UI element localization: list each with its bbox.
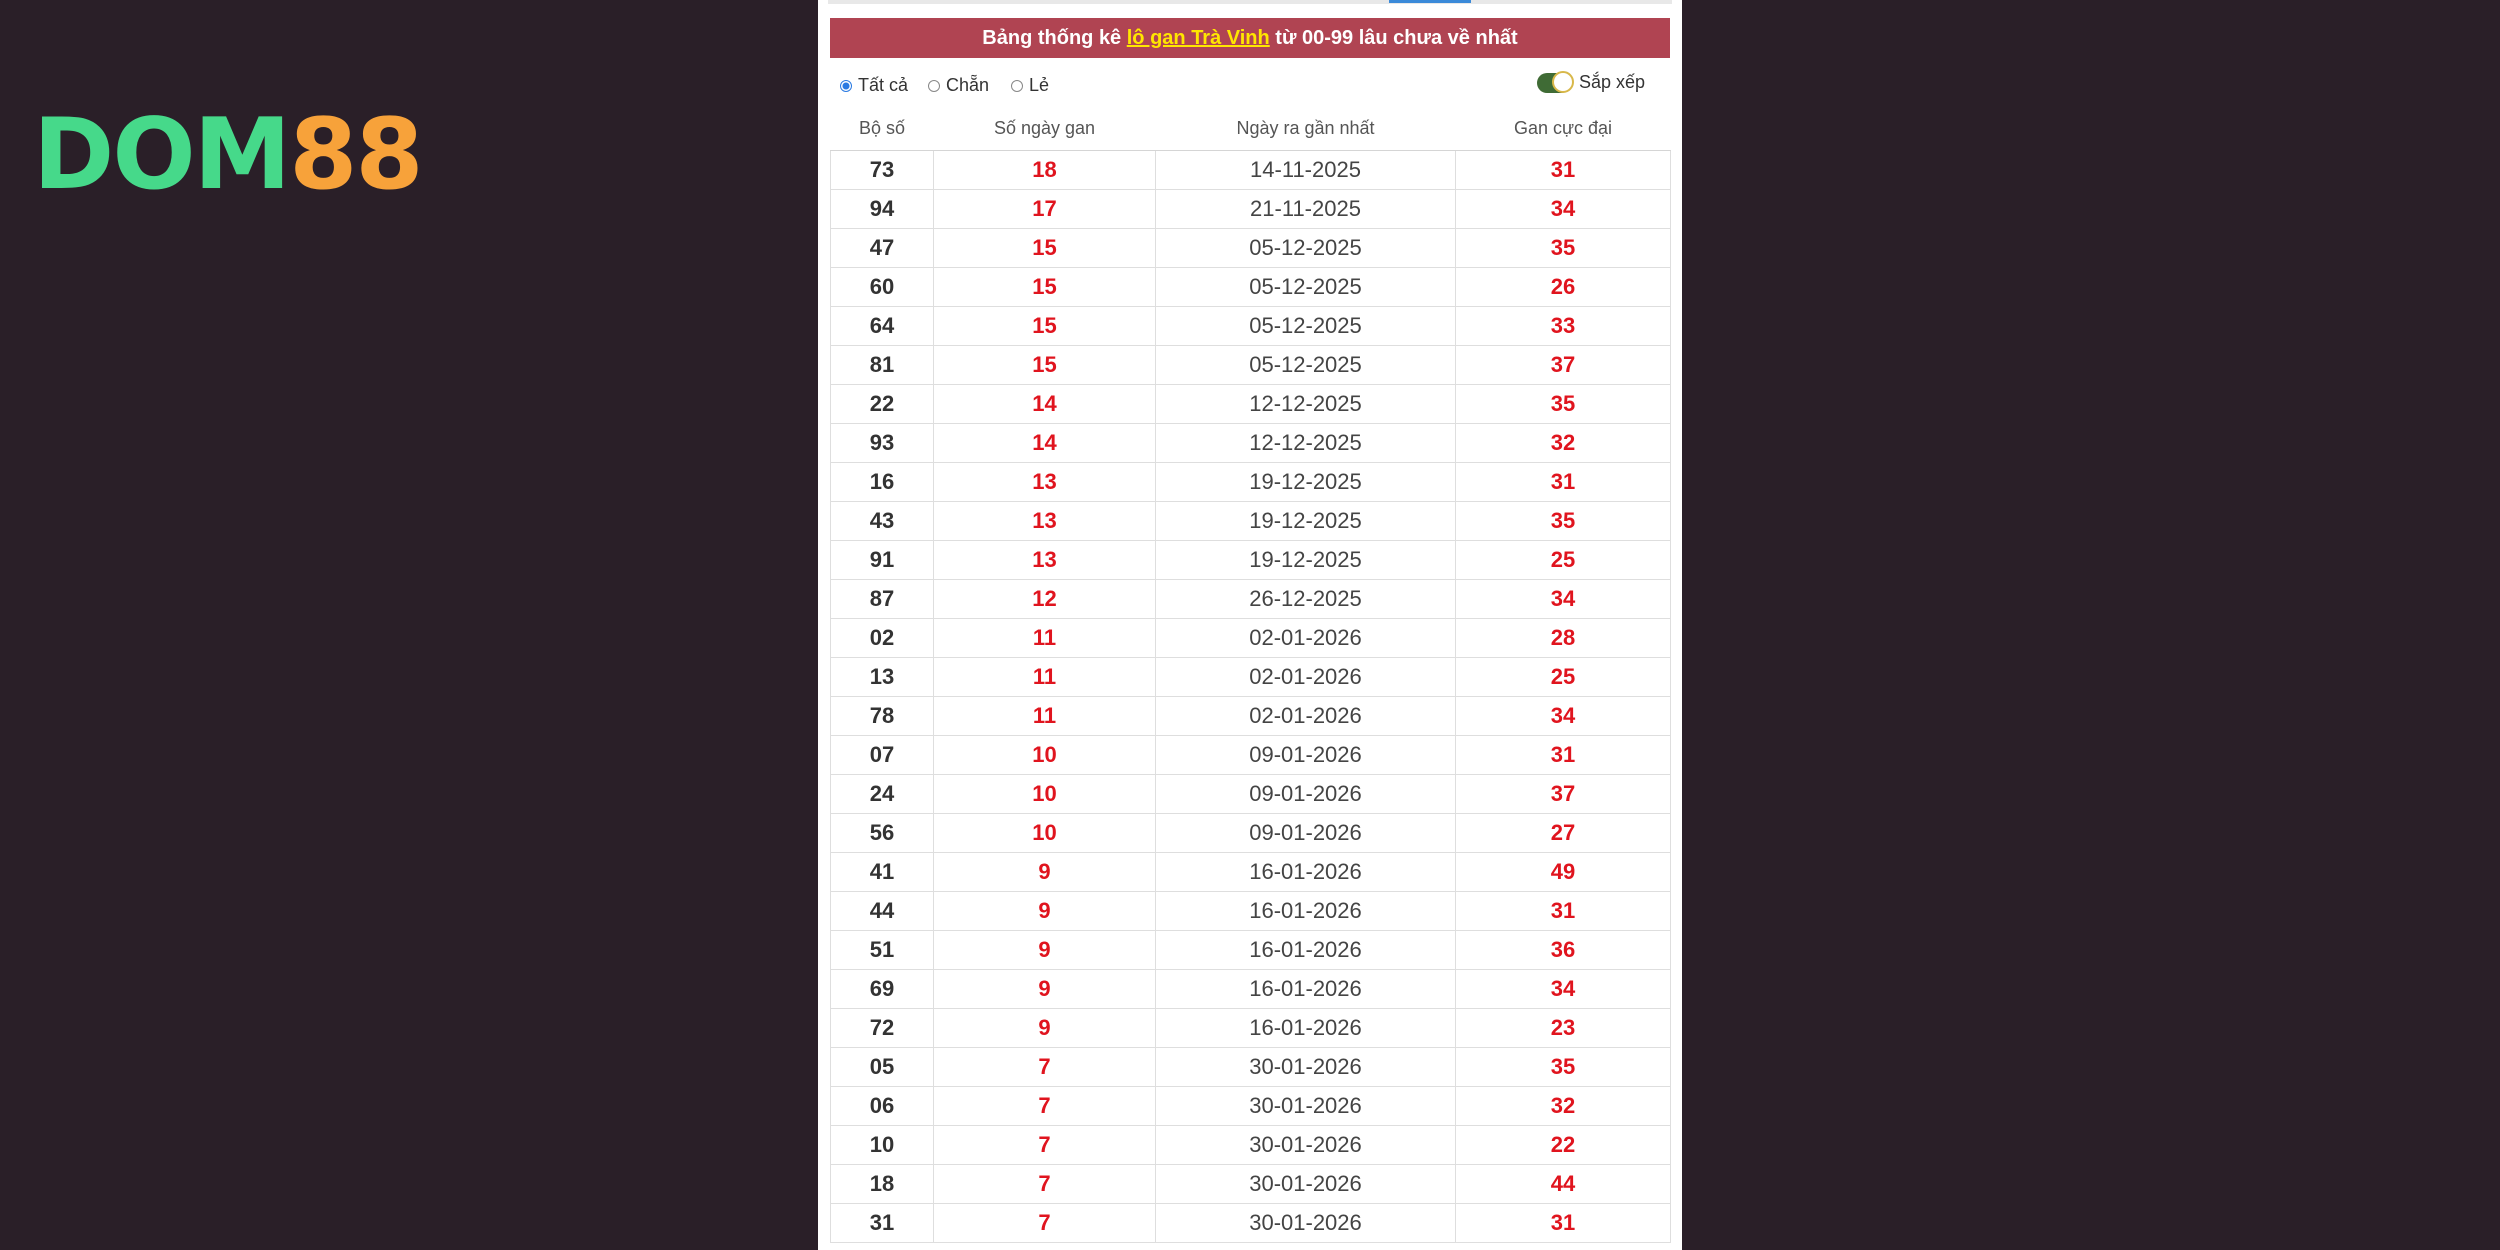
row-max-gan-cell: 27 bbox=[1456, 814, 1671, 853]
row-gan-days-cell: 9 bbox=[934, 1009, 1156, 1048]
row-max-gan-cell: 35 bbox=[1456, 1048, 1671, 1087]
row-max-gan-cell: 26 bbox=[1456, 268, 1671, 307]
table-row bbox=[831, 853, 1671, 892]
row-last-date-cell: 19-12-2025 bbox=[1156, 541, 1456, 580]
table-row bbox=[831, 463, 1671, 502]
row-last-date-cell: 16-01-2026 bbox=[1156, 931, 1456, 970]
row-last-date-cell: 30-01-2026 bbox=[1156, 1165, 1456, 1204]
table-header-row bbox=[831, 107, 1671, 151]
row-last-date-cell: 05-12-2025 bbox=[1156, 346, 1456, 385]
table-row bbox=[831, 1048, 1671, 1087]
row-gan-days-cell: 10 bbox=[934, 736, 1156, 775]
row-number-cell: 13 bbox=[831, 658, 934, 697]
row-gan-days-cell: 13 bbox=[934, 502, 1156, 541]
row-last-date-cell: 21-11-2025 bbox=[1156, 190, 1456, 229]
row-max-gan-cell: 35 bbox=[1456, 385, 1671, 424]
table-row bbox=[831, 346, 1671, 385]
row-gan-days-cell: 12 bbox=[934, 580, 1156, 619]
row-max-gan-cell: 35 bbox=[1456, 502, 1671, 541]
table-row bbox=[831, 814, 1671, 853]
row-last-date-cell: 12-12-2025 bbox=[1156, 424, 1456, 463]
table-row bbox=[831, 1009, 1671, 1048]
filter-odd-radio[interactable] bbox=[1011, 75, 1049, 96]
row-max-gan-cell: 25 bbox=[1456, 658, 1671, 697]
table-row bbox=[831, 1204, 1671, 1243]
row-number-cell: 51 bbox=[831, 931, 934, 970]
row-gan-days-cell: 15 bbox=[934, 268, 1156, 307]
row-max-gan-cell: 22 bbox=[1456, 1126, 1671, 1165]
row-number-cell: 02 bbox=[831, 619, 934, 658]
row-last-date-cell: 02-01-2026 bbox=[1156, 619, 1456, 658]
row-last-date-cell: 05-12-2025 bbox=[1156, 229, 1456, 268]
title-prefix: Bảng thống kê bbox=[982, 27, 1127, 49]
row-gan-days-cell: 14 bbox=[934, 424, 1156, 463]
row-max-gan-cell: 32 bbox=[1456, 1087, 1671, 1126]
row-number-cell: 69 bbox=[831, 970, 934, 1009]
row-number-cell: 60 bbox=[831, 268, 934, 307]
row-number-cell: 10 bbox=[831, 1126, 934, 1165]
row-last-date-cell: 12-12-2025 bbox=[1156, 385, 1456, 424]
table-row bbox=[831, 580, 1671, 619]
row-number-cell: 06 bbox=[831, 1087, 934, 1126]
row-last-date-cell: 16-01-2026 bbox=[1156, 853, 1456, 892]
tab-strip bbox=[828, 0, 1672, 4]
row-number-cell: 72 bbox=[831, 1009, 934, 1048]
row-gan-days-cell: 11 bbox=[934, 658, 1156, 697]
table-row bbox=[831, 307, 1671, 346]
filter-all-radio[interactable] bbox=[840, 75, 908, 96]
row-last-date-cell: 09-01-2026 bbox=[1156, 775, 1456, 814]
table-row bbox=[831, 736, 1671, 775]
row-last-date-cell: 30-01-2026 bbox=[1156, 1087, 1456, 1126]
row-max-gan-cell: 31 bbox=[1456, 151, 1671, 190]
row-gan-days-cell: 15 bbox=[934, 229, 1156, 268]
row-last-date-cell: 16-01-2026 bbox=[1156, 970, 1456, 1009]
row-max-gan-cell: 31 bbox=[1456, 736, 1671, 775]
row-number-cell: 18 bbox=[831, 1165, 934, 1204]
row-gan-days-cell: 17 bbox=[934, 190, 1156, 229]
row-number-cell: 44 bbox=[831, 892, 934, 931]
row-last-date-cell: 16-01-2026 bbox=[1156, 1009, 1456, 1048]
toggle-switch-icon[interactable] bbox=[1537, 73, 1571, 93]
table-row bbox=[831, 385, 1671, 424]
row-last-date-cell: 02-01-2026 bbox=[1156, 658, 1456, 697]
row-gan-days-cell: 9 bbox=[934, 931, 1156, 970]
row-last-date-cell: 30-01-2026 bbox=[1156, 1126, 1456, 1165]
table-row bbox=[831, 541, 1671, 580]
row-gan-days-cell: 11 bbox=[934, 697, 1156, 736]
table-row bbox=[831, 229, 1671, 268]
row-last-date-cell: 19-12-2025 bbox=[1156, 502, 1456, 541]
row-number-cell: 41 bbox=[831, 853, 934, 892]
table-row bbox=[831, 1165, 1671, 1204]
row-number-cell: 16 bbox=[831, 463, 934, 502]
row-number-cell: 87 bbox=[831, 580, 934, 619]
row-gan-days-cell: 7 bbox=[934, 1087, 1156, 1126]
row-number-cell: 31 bbox=[831, 1204, 934, 1243]
radio-checked-icon[interactable] bbox=[840, 80, 852, 92]
row-gan-days-cell: 15 bbox=[934, 307, 1156, 346]
row-max-gan-cell: 37 bbox=[1456, 775, 1671, 814]
logo-text-dom: DOM bbox=[33, 98, 290, 212]
row-gan-days-cell: 10 bbox=[934, 814, 1156, 853]
row-number-cell: 47 bbox=[831, 229, 934, 268]
row-last-date-cell: 30-01-2026 bbox=[1156, 1048, 1456, 1087]
table-title bbox=[830, 18, 1670, 58]
row-gan-days-cell: 13 bbox=[934, 541, 1156, 580]
table-row bbox=[831, 190, 1671, 229]
row-max-gan-cell: 28 bbox=[1456, 619, 1671, 658]
row-gan-days-cell: 10 bbox=[934, 775, 1156, 814]
row-last-date-cell: 30-01-2026 bbox=[1156, 1204, 1456, 1243]
row-gan-days-cell: 9 bbox=[934, 970, 1156, 1009]
title-suffix: từ 00-99 lâu chưa về nhất bbox=[1269, 27, 1518, 49]
column-header[interactable]: Ngày ra gần nhất bbox=[1156, 107, 1456, 151]
row-gan-days-cell: 15 bbox=[934, 346, 1156, 385]
row-last-date-cell: 09-01-2026 bbox=[1156, 736, 1456, 775]
row-last-date-cell: 05-12-2025 bbox=[1156, 307, 1456, 346]
row-gan-days-cell: 7 bbox=[934, 1126, 1156, 1165]
row-last-date-cell: 19-12-2025 bbox=[1156, 463, 1456, 502]
row-number-cell: 64 bbox=[831, 307, 934, 346]
table-row bbox=[831, 151, 1671, 190]
row-gan-days-cell: 7 bbox=[934, 1048, 1156, 1087]
table-row bbox=[831, 892, 1671, 931]
filter-bar bbox=[830, 66, 1670, 102]
row-last-date-cell: 02-01-2026 bbox=[1156, 697, 1456, 736]
table-row bbox=[831, 268, 1671, 307]
row-last-date-cell: 16-01-2026 bbox=[1156, 892, 1456, 931]
row-max-gan-cell: 37 bbox=[1456, 346, 1671, 385]
table-row bbox=[831, 1087, 1671, 1126]
row-last-date-cell: 26-12-2025 bbox=[1156, 580, 1456, 619]
table-row bbox=[831, 658, 1671, 697]
title-link-lo-gan[interactable]: lô gan Trà Vinh bbox=[1126, 27, 1270, 49]
row-max-gan-cell: 31 bbox=[1456, 892, 1671, 931]
table-row bbox=[831, 619, 1671, 658]
radio-unchecked-icon[interactable] bbox=[928, 80, 940, 92]
row-gan-days-cell: 7 bbox=[934, 1165, 1156, 1204]
row-gan-days-cell: 9 bbox=[934, 853, 1156, 892]
row-number-cell: 78 bbox=[831, 697, 934, 736]
lo-gan-table bbox=[830, 107, 1671, 1243]
row-number-cell: 93 bbox=[831, 424, 934, 463]
stats-panel bbox=[818, 0, 1682, 1250]
filter-even-label: Chẵn bbox=[946, 75, 990, 95]
row-number-cell: 43 bbox=[831, 502, 934, 541]
column-header[interactable]: Bộ số bbox=[831, 107, 934, 151]
table-row bbox=[831, 970, 1671, 1009]
row-number-cell: 81 bbox=[831, 346, 934, 385]
row-max-gan-cell: 34 bbox=[1456, 970, 1671, 1009]
table-row bbox=[831, 775, 1671, 814]
row-number-cell: 94 bbox=[831, 190, 934, 229]
row-max-gan-cell: 25 bbox=[1456, 541, 1671, 580]
table-row bbox=[831, 697, 1671, 736]
column-header[interactable]: Gan cực đại bbox=[1456, 107, 1671, 151]
row-gan-days-cell: 9 bbox=[934, 892, 1156, 931]
table-body bbox=[831, 151, 1671, 1243]
row-max-gan-cell: 34 bbox=[1456, 697, 1671, 736]
row-gan-days-cell: 13 bbox=[934, 463, 1156, 502]
row-number-cell: 05 bbox=[831, 1048, 934, 1087]
dom88-logo[interactable] bbox=[33, 98, 422, 212]
filter-all-label: Tất cả bbox=[858, 75, 909, 95]
row-gan-days-cell: 7 bbox=[934, 1204, 1156, 1243]
row-last-date-cell: 09-01-2026 bbox=[1156, 814, 1456, 853]
row-max-gan-cell: 32 bbox=[1456, 424, 1671, 463]
row-max-gan-cell: 33 bbox=[1456, 307, 1671, 346]
row-max-gan-cell: 35 bbox=[1456, 229, 1671, 268]
row-max-gan-cell: 36 bbox=[1456, 931, 1671, 970]
filter-even-radio[interactable] bbox=[928, 75, 989, 96]
active-tab-indicator bbox=[1389, 0, 1471, 3]
table-row bbox=[831, 424, 1671, 463]
row-max-gan-cell: 34 bbox=[1456, 580, 1671, 619]
row-number-cell: 56 bbox=[831, 814, 934, 853]
row-last-date-cell: 14-11-2025 bbox=[1156, 151, 1456, 190]
row-max-gan-cell: 34 bbox=[1456, 190, 1671, 229]
row-number-cell: 22 bbox=[831, 385, 934, 424]
table-row bbox=[831, 1126, 1671, 1165]
row-number-cell: 07 bbox=[831, 736, 934, 775]
row-max-gan-cell: 49 bbox=[1456, 853, 1671, 892]
row-max-gan-cell: 44 bbox=[1456, 1165, 1671, 1204]
row-number-cell: 73 bbox=[831, 151, 934, 190]
row-gan-days-cell: 14 bbox=[934, 385, 1156, 424]
sort-toggle[interactable] bbox=[1537, 72, 1645, 93]
table-row bbox=[831, 502, 1671, 541]
row-last-date-cell: 05-12-2025 bbox=[1156, 268, 1456, 307]
logo-text-88: 88 bbox=[289, 98, 422, 212]
filter-odd-label: Lẻ bbox=[1029, 75, 1050, 95]
table-row bbox=[831, 931, 1671, 970]
row-gan-days-cell: 11 bbox=[934, 619, 1156, 658]
row-number-cell: 91 bbox=[831, 541, 934, 580]
column-header[interactable]: Số ngày gan bbox=[934, 107, 1156, 151]
row-max-gan-cell: 31 bbox=[1456, 463, 1671, 502]
row-max-gan-cell: 31 bbox=[1456, 1204, 1671, 1243]
row-max-gan-cell: 23 bbox=[1456, 1009, 1671, 1048]
row-number-cell: 24 bbox=[831, 775, 934, 814]
radio-unchecked-icon[interactable] bbox=[1011, 80, 1023, 92]
sort-label: Sắp xếp bbox=[1579, 72, 1646, 92]
row-gan-days-cell: 18 bbox=[934, 151, 1156, 190]
